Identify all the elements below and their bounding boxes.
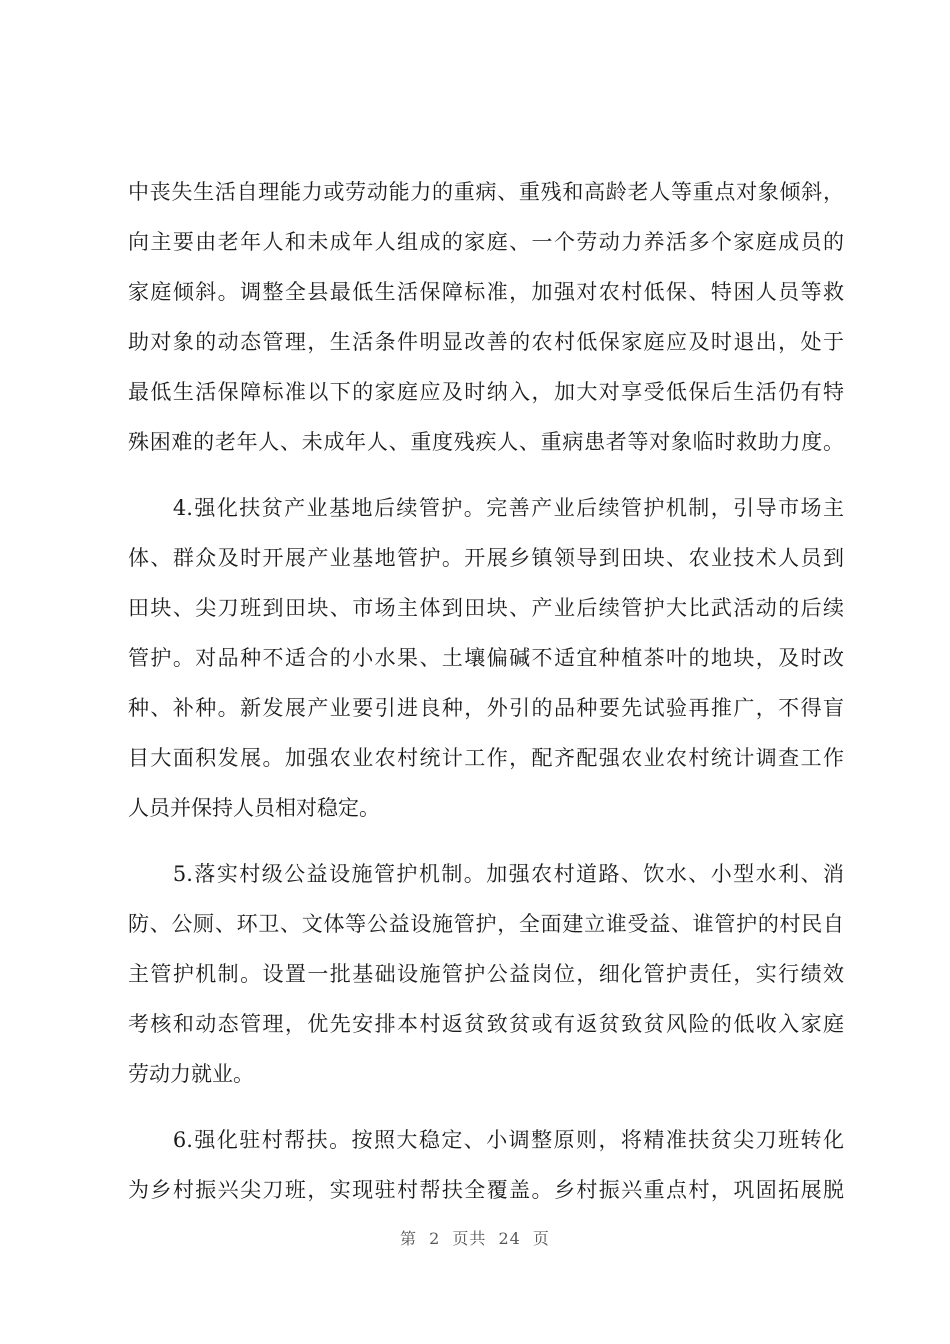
text-line: 考核和动态管理，优先安排本村返贫致贫或有返贫致贫风险的低收入家庭 [128,1012,844,1036]
text-line: 管护。对品种不适合的小水果、土壤偏碱不适宜种植茶叶的地块，及时改 [128,646,844,670]
text-line: 田块、尖刀班到田块、市场主体到田块、产业后续管护大比武活动的后续 [128,596,844,620]
paragraph-1 [128,167,844,467]
text-line: 殊困难的老年人、未成年人、重度残疾人、重病患者等对象临时救助力度。 [128,430,844,454]
text-line: 为乡村振兴尖刀班，实现驻村帮扶全覆盖。乡村振兴重点村，巩固拓展脱 [128,1178,844,1202]
text-line: 助对象的动态管理，生活条件明显改善的农村低保家庭应及时退出，处于 [128,330,844,354]
text-line: 中丧失生活自理能力或劳动能力的重病、重残和高龄老人等重点对象倾斜， [128,180,844,204]
text-line: 5.落实村级公益设施管护机制。加强农村道路、饮水、小型水利、消 [128,862,844,886]
paragraph-4 [128,1115,844,1215]
text-line: 种、补种。新发展产业要引进良种，外引的品种要先试验再推广，不得盲 [128,696,844,720]
text-line: 主管护机制。设置一批基础设施管护公益岗位，细化管护责任，实行绩效 [128,962,844,986]
text-line: 防、公厕、环卫、文体等公益设施管护，全面建立谁受益、谁管护的村民自 [128,912,844,936]
text-line: 4.强化扶贫产业基地后续管护。完善产业后续管护机制，引导市场主 [128,496,844,520]
text-line: 家庭倾斜。调整全县最低生活保障标准，加强对农村低保、特困人员等救 [128,280,844,304]
paragraph-3 [128,849,844,1099]
text-line: 6.强化驻村帮扶。按照大稳定、小调整原则，将精准扶贫尖刀班转化 [128,1128,844,1152]
paragraph-2 [128,483,844,833]
text-line: 人员并保持人员相对稳定。 [128,796,380,820]
page-number-footer: 第 2 页共 24 页 [400,1229,550,1248]
document-body [128,167,844,1215]
text-line: 目大面积发展。加强农业农村统计工作，配齐配强农业农村统计调查工作 [128,746,844,770]
text-line: 最低生活保障标准以下的家庭应及时纳入，加大对享受低保后生活仍有特 [128,380,844,404]
text-line: 向主要由老年人和未成年人组成的家庭、一个劳动力养活多个家庭成员的 [128,230,844,254]
text-line: 体、群众及时开展产业基地管护。开展乡镇领导到田块、农业技术人员到 [128,546,844,570]
text-line: 劳动力就业。 [128,1062,254,1086]
